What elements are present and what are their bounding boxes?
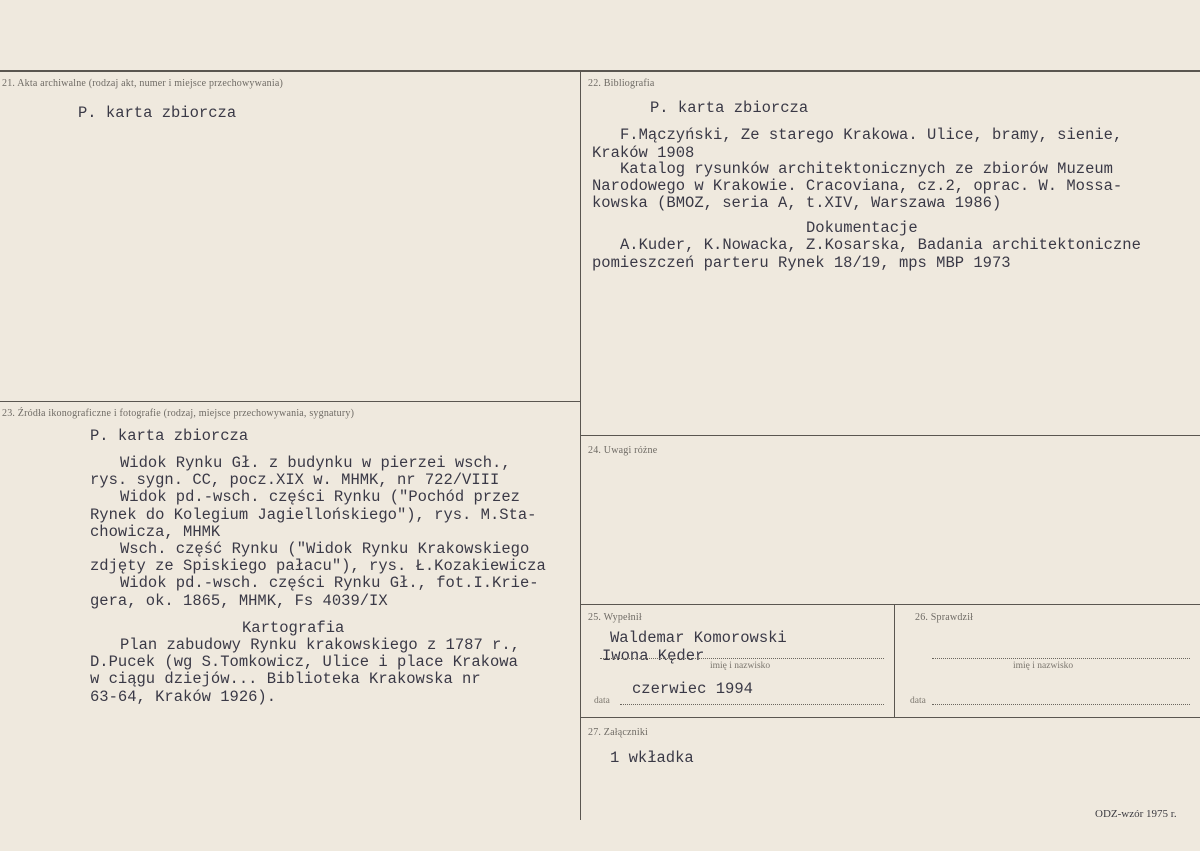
section-24-label: 24. Uwagi różne <box>588 445 658 456</box>
section-22-line: F.Mączyński, Ze starego Krakowa. Ulice, bramy, sienie, <box>620 126 1123 144</box>
filled-date: czerwiec 1994 <box>632 680 753 698</box>
section-23-line: 63-64, Kraków 1926). <box>90 688 277 706</box>
section-22-line: Katalog rysunków architektonicznych ze zbiorów Muzeum <box>620 160 1113 178</box>
section-22-heading: Dokumentacje <box>806 219 918 237</box>
section-22-line: A.Kuder, K.Nowacka, Z.Kosarska, Badania architektoniczne <box>620 236 1141 254</box>
section-23-line: Widok pd.-wsch. części Rynku Gł., fot.I.Krie- <box>120 574 539 592</box>
section-23-line: Wsch. część Rynku ("Widok Rynku Krakowskiego <box>120 540 530 558</box>
section-23-heading: Kartografia <box>242 619 345 637</box>
section-22-line: Narodowego w Krakowie. Cracoviana, cz.2, oprac. W. Mossa- <box>592 177 1123 195</box>
form-template-code: ODZ-wzór 1975 r. <box>1095 808 1177 820</box>
section-27-label: 27. Załączniki <box>588 727 648 738</box>
section-23-line: gera, ok. 1865, MHMK, Fs 4039/IX <box>90 592 388 610</box>
filled-by-name: Waldemar Komorowski <box>610 629 787 647</box>
section-22-label: 22. Bibliografia <box>588 78 655 89</box>
date-line <box>620 704 884 705</box>
section-23-line: w ciągu dziejów... Biblioteka Krakowska nr <box>90 670 481 688</box>
section-22-line: Kraków 1908 <box>592 144 695 162</box>
section-23-line: Widok pd.-wsch. części Rynku ("Pochód przez <box>120 488 520 506</box>
center-divider <box>580 70 581 820</box>
section-23-line: chowicza, MHMK <box>90 523 221 541</box>
right-section-divider-24 <box>580 435 1200 436</box>
date-label: data <box>910 696 926 706</box>
right-section-divider-27 <box>580 717 1200 718</box>
name-signature-line <box>600 658 884 659</box>
name-caption: imię i nazwisko <box>710 661 771 671</box>
section-22-line: P. karta zbiorcza <box>650 99 809 117</box>
section-23-line: Widok Rynku Gł. z budynku w pierzei wsch., <box>120 454 511 472</box>
date-label: data <box>594 696 610 706</box>
section-23-line: zdjęty ze Spiskiego pałacu"), rys. Ł.Kozakiewicza <box>90 557 546 575</box>
right-section-divider-25 <box>580 604 1200 605</box>
left-section-divider <box>0 401 580 402</box>
section-23-line: P. karta zbiorcza <box>90 427 249 445</box>
checked-date-line <box>932 704 1190 705</box>
checked-by-name-line <box>932 658 1190 659</box>
top-rule <box>0 70 1200 72</box>
section-23-line: Rynek do Kolegium Jagiellońskiego"), rys. M.Sta- <box>90 506 537 524</box>
section-23-label: 23. Źródła ikonograficzne i fotografie (rodzaj, miejsce przechowywania, sygnatury) <box>2 408 355 419</box>
section-26-label: 26. Sprawdził <box>915 612 974 623</box>
section-21-text: P. karta zbiorcza <box>78 104 237 122</box>
name-caption: imię i nazwisko <box>1013 661 1074 671</box>
section-22-line: kowska (BMOZ, seria A, t.XIV, Warszawa 1986) <box>592 194 1002 212</box>
section-23-line: D.Pucek (wg S.Tomkowicz, Ulice i place Krakowa <box>90 653 518 671</box>
signature-divider <box>894 604 895 717</box>
filled-by-name: Iwona Kęder <box>602 647 705 665</box>
attachments-text: 1 wkładka <box>610 749 694 767</box>
section-21-label: 21. Akta archiwalne (rodzaj akt, numer i miejsce przechowywania) <box>2 78 284 89</box>
section-23-line: Plan zabudowy Rynku krakowskiego z 1787 r., <box>120 636 520 654</box>
section-22-line: pomieszczeń parteru Rynek 18/19, mps MBP 1973 <box>592 254 1011 272</box>
section-23-line: rys. sygn. CC, pocz.XIX w. MHMK, nr 722/VIII <box>90 471 500 489</box>
section-25-label: 25. Wypełnił <box>588 612 642 623</box>
